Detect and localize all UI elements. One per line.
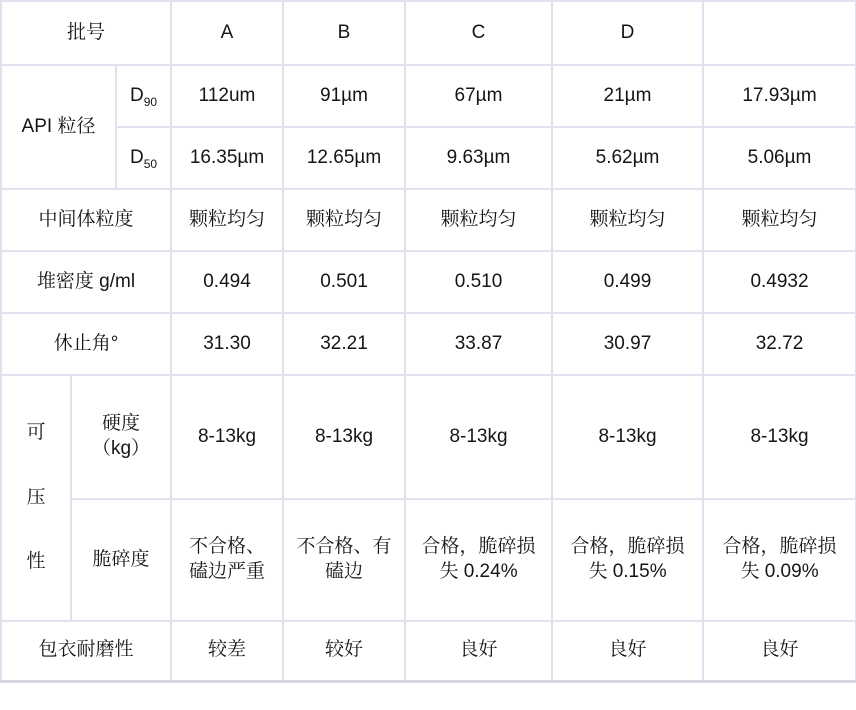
friability-label: 脆碎度 (71, 499, 171, 621)
d50-subscript: 50 (143, 156, 158, 171)
repose-angle-value-c: 33.87 (405, 313, 552, 375)
intermediate-value-b: 颗粒均匀 (283, 189, 405, 251)
friability-value-b (283, 499, 405, 621)
api-particle-size-label: API 粒径 (1, 65, 116, 189)
bulk-density-label: 堆密度 g/ml (1, 251, 171, 313)
d50-row (1, 127, 856, 189)
d50-value-c: 9.63µm (405, 127, 552, 189)
friability-value-b-line1: 不合格、有 (296, 536, 392, 558)
d90-value-c: 67µm (405, 65, 552, 127)
hardness-value-b: 8-13kg (283, 375, 405, 499)
hardness-row (1, 375, 856, 499)
coating-row (1, 621, 856, 681)
hardness-value-d: 8-13kg (552, 375, 703, 499)
bulk-density-row (1, 251, 856, 313)
repose-angle-value-a: 31.30 (171, 313, 283, 375)
d90-value-a: 112um (171, 65, 283, 127)
coating-value-b: 较好 (283, 621, 405, 681)
intermediate-value-a: 颗粒均匀 (171, 189, 283, 251)
intermediate-value-c: 颗粒均匀 (405, 189, 552, 251)
repose-angle-value-e: 32.72 (703, 313, 856, 375)
friability-value-a-line1: 不合格、 (189, 536, 266, 558)
hardness-value-e: 8-13kg (703, 375, 856, 499)
d50-value-d: 5.62µm (552, 127, 703, 189)
d50-value-b: 12.65µm (283, 127, 405, 189)
intermediate-value-d: 颗粒均匀 (552, 189, 703, 251)
d90-label (116, 65, 171, 127)
batch-a-header: A (171, 1, 283, 65)
hardness-label (71, 375, 171, 499)
coating-value-a: 较差 (171, 621, 283, 681)
batch-c-header: C (405, 1, 552, 65)
bulk-density-value-e: 0.4932 (703, 251, 856, 313)
d90-value-b: 91µm (283, 65, 405, 127)
batch-e-header (703, 1, 856, 65)
d90-row (1, 65, 856, 127)
bulk-density-value-a: 0.494 (171, 251, 283, 313)
d90-subscript: 90 (143, 94, 158, 109)
compressibility-vertical-text (6, 421, 66, 575)
batch-number-label: 批号 (1, 1, 171, 65)
coating-value-e: 良好 (703, 621, 856, 681)
d50-label (116, 127, 171, 189)
bulk-density-value-b: 0.501 (283, 251, 405, 313)
repose-angle-value-b: 32.21 (283, 313, 405, 375)
compressibility-char-1: 可 (26, 421, 46, 443)
coating-value-d: 良好 (552, 621, 703, 681)
friability-value-c-line1: 合格，脆碎损 (421, 536, 536, 558)
d50-value-e: 5.06µm (703, 127, 856, 189)
friability-value-a (171, 499, 283, 621)
friability-value-d-line2: 失 0.15% (588, 561, 667, 582)
bulk-density-value-c: 0.510 (405, 251, 552, 313)
intermediate-size-label: 中间体粒度 (1, 189, 171, 251)
repose-angle-value-d: 30.97 (552, 313, 703, 375)
friability-value-e-line2: 失 0.09% (740, 561, 819, 582)
d90-value-d: 21µm (552, 65, 703, 127)
intermediate-size-row (1, 189, 856, 251)
friability-value-d (552, 499, 703, 621)
friability-value-c (405, 499, 552, 621)
intermediate-value-e: 颗粒均匀 (703, 189, 856, 251)
batch-b-header: B (283, 1, 405, 65)
repose-angle-row (1, 313, 856, 375)
d50-base: D (129, 146, 144, 168)
hardness-label-line1: 硬度 (102, 413, 141, 435)
bulk-density-value-d: 0.499 (552, 251, 703, 313)
friability-value-b-line2: 磕边 (325, 561, 364, 582)
batch-d-header: D (552, 1, 703, 65)
friability-row (1, 499, 856, 621)
compressibility-label (1, 375, 71, 621)
repose-angle-label: 休止角° (1, 313, 171, 375)
d90-value-e: 17.93µm (703, 65, 856, 127)
compressibility-char-3: 性 (26, 551, 46, 573)
d90-base: D (129, 84, 144, 106)
hardness-label-line2: （kg） (91, 438, 151, 459)
d50-value-a: 16.35µm (171, 127, 283, 189)
hardness-value-c: 8-13kg (405, 375, 552, 499)
friability-value-e (703, 499, 856, 621)
coating-label: 包衣耐磨性 (1, 621, 171, 681)
friability-value-d-line1: 合格，脆碎损 (570, 536, 685, 558)
friability-value-a-line2: 磕边严重 (189, 561, 266, 582)
hardness-value-a: 8-13kg (171, 375, 283, 499)
friability-value-c-line2: 失 0.24% (439, 561, 518, 582)
header-row (1, 1, 856, 65)
coating-value-c: 良好 (405, 621, 552, 681)
friability-value-e-line1: 合格，脆碎损 (722, 536, 837, 558)
compressibility-char-2: 压 (26, 486, 46, 508)
